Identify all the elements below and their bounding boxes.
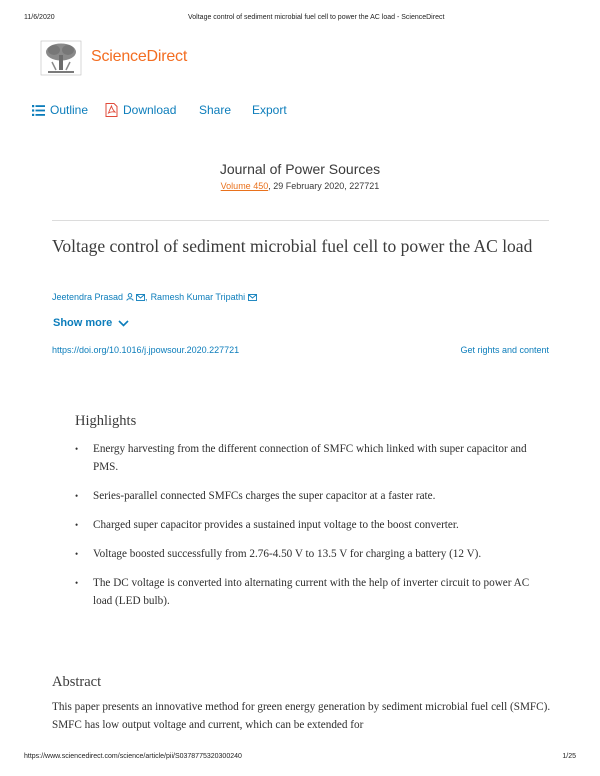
highlights-list <box>75 440 535 610</box>
journal-name[interactable]: Journal of Power Sources <box>219 161 381 177</box>
outline-button[interactable] <box>32 103 88 117</box>
print-date: 11/6/2020 <box>24 14 55 21</box>
pdf-icon <box>105 103 118 117</box>
volume-date: , 29 February 2020, 227721 <box>268 181 380 191</box>
download-button[interactable] <box>105 103 176 117</box>
share-button[interactable] <box>199 103 231 117</box>
print-page-title: Voltage control of sediment microbial fuel cell to power the AC load - ScienceDirect <box>188 14 445 21</box>
author-separator: , <box>145 292 148 302</box>
brand-name[interactable]: ScienceDirect <box>91 48 188 65</box>
highlight-item: • Energy harvesting from the different connection of SMFC which linked with super capacitor and PMS. <box>75 440 535 476</box>
email-icon[interactable] <box>136 294 145 301</box>
author-list <box>52 292 257 302</box>
volume-line <box>0 181 600 191</box>
print-page-number: 1/25 <box>562 753 576 760</box>
divider <box>52 220 549 221</box>
abstract-heading: Abstract <box>52 674 102 690</box>
share-label: Share <box>199 103 232 117</box>
person-icon[interactable] <box>126 293 134 301</box>
show-more-toggle[interactable] <box>53 317 129 329</box>
rights-link[interactable]: Get rights and content <box>460 345 549 355</box>
export-button[interactable] <box>252 103 287 117</box>
highlight-item: • Series-parallel connected SMFCs charges the super capacitor at a faster rate. <box>75 487 535 505</box>
outline-label: Outline <box>50 103 89 117</box>
author-link[interactable]: Jeetendra Prasad <box>52 292 124 302</box>
download-label: Download <box>123 103 177 117</box>
doi-link[interactable]: https://doi.org/10.1016/j.jpowsour.2020.227721 <box>52 345 240 355</box>
abstract-text: This paper presents an innovative method for green energy generation by sediment microbial fuel cell (SMFC). SMFC has low output voltage and current, which can be extended for <box>52 701 551 731</box>
elsevier-tree-logo[interactable] <box>40 40 82 76</box>
export-label: Export <box>252 103 287 117</box>
author-link[interactable]: Ramesh Kumar Tripathi <box>150 292 246 302</box>
email-icon[interactable] <box>248 294 257 301</box>
show-more-label: Show more <box>53 317 113 329</box>
list-icon <box>32 105 45 116</box>
highlight-item: • Charged super capacitor provides a sustained input voltage to the boost converter. <box>75 516 535 534</box>
chevron-down-icon <box>118 320 129 327</box>
highlight-item: • Voltage boosted successfully from 2.76-4.50 V to 13.5 V for charging a battery (12 V). <box>75 545 535 563</box>
highlight-item: • The DC voltage is converted into alternating current with the help of inverter circuit to power AC load (LED bulb). <box>75 574 535 610</box>
volume-link[interactable]: Volume 450 <box>220 181 269 191</box>
article-title: Voltage control of sediment microbial fuel cell to power the AC load <box>52 236 533 256</box>
highlights-heading: Highlights <box>75 413 137 429</box>
print-url: https://www.sciencedirect.com/science/article/pii/S0378775320300240 <box>24 753 242 760</box>
